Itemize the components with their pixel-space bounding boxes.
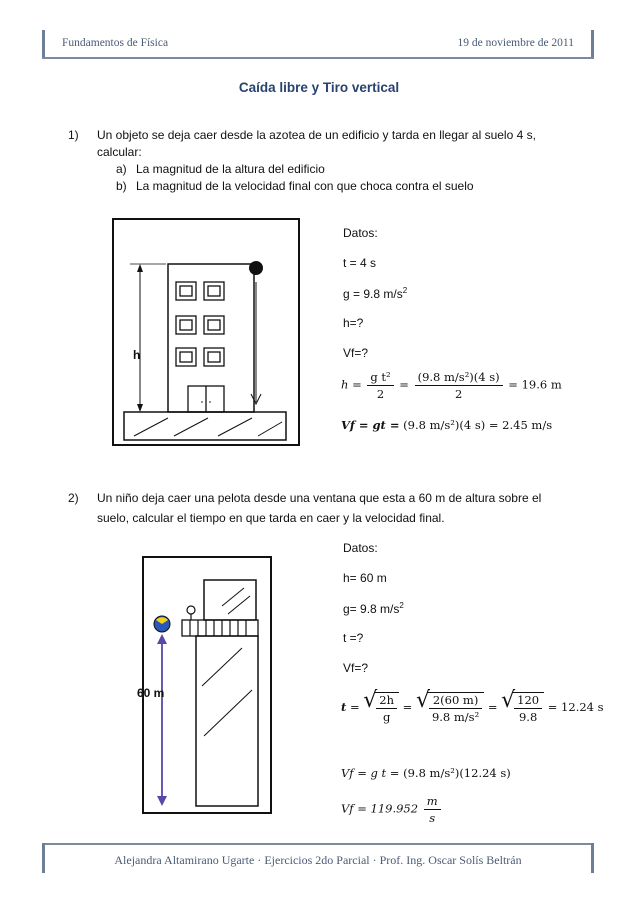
problem-2-text-line1: Un niño deja caer una pelota desde una ventana que esta a 60 m de altura sobre el xyxy=(97,491,542,505)
eq-h-num1: g t² xyxy=(367,370,393,386)
eq-vf3-lhs: Vf = 119.952 xyxy=(341,801,419,816)
eq-h-den2: 2 xyxy=(454,387,463,401)
footer-text: Alejandra Altamirano Ugarte · Ejercicios 2do Parcial · Prof. Ing. Oscar Solís Beltrán xyxy=(114,853,522,867)
eq-h-frac-2 xyxy=(415,370,503,401)
eq-t-n3: 120 xyxy=(514,693,542,709)
item-a-text: La magnitud de la altura del edificio xyxy=(136,162,325,176)
eq-t-result: = 12.24 s xyxy=(547,700,604,714)
door xyxy=(196,636,258,806)
item-b-text: La magnitud de la velocidad final con que choca contra el suelo xyxy=(136,179,474,193)
ground xyxy=(124,412,286,440)
equation-final-velocity-3 xyxy=(341,794,443,825)
datos2-t: t =? xyxy=(343,631,364,645)
datos2-heading: Datos: xyxy=(343,541,378,555)
page-title: Caída libre y Tiro vertical xyxy=(238,80,400,95)
footer-rule xyxy=(42,843,594,845)
problem-1-number: 1) xyxy=(68,128,79,142)
eq-t-d2: 9.8 m/s² xyxy=(431,710,480,724)
eq-h-num2: (9.8 m/s²)(4 s) xyxy=(415,370,503,386)
eq-h-result: = 19.6 m xyxy=(508,377,562,392)
datos-t: t = 4 s xyxy=(343,256,377,270)
datos-h: h=? xyxy=(343,316,364,330)
problem-1-text-line1: Un objeto se deja caer desde la azotea de un edificio y tarda en llegar al suelo 4 s, xyxy=(97,128,536,142)
height-label: h xyxy=(133,348,141,362)
datos-vf: Vf=? xyxy=(343,346,369,360)
sqrt-2: √ $\frac{2(60 m)}{\text{9.8 m/s²}}$ xyxy=(416,692,484,724)
datos-g-exp: 2 xyxy=(402,286,408,295)
problem-2-number: 2) xyxy=(68,491,79,505)
eq-t-n1: 2h xyxy=(376,693,397,709)
sqrt-3: √ $\frac{120}{9.8}$ xyxy=(501,692,544,724)
eq-vf2-rhs: (9.8 m/s²)(12.24 s) xyxy=(403,766,511,780)
page-footer xyxy=(42,843,594,873)
equation-height: h = $\frac{\text{g t²}}{2}$ = $\frac{\text{(9.8 m/s²)(4 s)}}{2}$ = 19.6 m xyxy=(341,370,562,401)
datos2-g-value: g= 9.8 m/s xyxy=(343,602,400,616)
eq-h-frac-1 xyxy=(367,370,393,401)
datos2-h: h= 60 m xyxy=(343,571,387,585)
datos-g xyxy=(343,286,407,301)
eq-t-n2: 2(60 m) xyxy=(429,693,482,709)
eq-t-lhs: t xyxy=(341,700,347,714)
equation-final-velocity-2 xyxy=(341,766,511,780)
building-figure xyxy=(112,218,302,448)
header-rule xyxy=(42,57,594,59)
equation-final-velocity-1 xyxy=(341,418,552,432)
child xyxy=(187,606,195,614)
ball xyxy=(249,261,263,275)
datos-g-value: g = 9.8 m/s xyxy=(343,287,403,301)
eq-vf-lhs: Vf = gt = xyxy=(341,418,400,432)
item-b-letter: b) xyxy=(116,179,127,193)
header-left-bar xyxy=(42,30,45,58)
page-header xyxy=(42,30,594,58)
problem-2-text-line2: suelo, calcular el tiempo en que tarda en caer y la velocidad final. xyxy=(97,511,445,525)
equation-time: t = √ $\frac{2h}{g}$ = √ $\frac{2(60 m)}{\text{9.8 m/s²}}$ = √ $\frac{120}{9.8}$ = 12.24 s xyxy=(341,688,604,724)
height-60m-label: 60 m xyxy=(137,686,165,700)
eq-t-d1: g xyxy=(382,710,391,724)
eq-vf3-num: m xyxy=(424,794,441,810)
header-right-bar xyxy=(591,30,594,58)
item-a-letter: a) xyxy=(116,162,127,176)
sqrt-1: √ $\frac{2h}{g}$ xyxy=(363,692,399,724)
datos2-g-exp: 2 xyxy=(399,601,404,610)
eq-h-lhs: h xyxy=(341,377,349,392)
eq-vf3-unit xyxy=(424,794,441,825)
eq-vf3-den: s xyxy=(429,811,436,825)
header-date: 19 de noviembre de 2011 xyxy=(457,37,574,49)
datos-heading: Datos: xyxy=(343,226,378,240)
eq-h-den1: 2 xyxy=(376,387,385,401)
problem-2-statement xyxy=(68,490,588,530)
balcony-railing xyxy=(182,620,258,636)
eq-t-d3: 9.8 xyxy=(518,710,538,724)
eq-vf2-lhs: Vf = g t = xyxy=(341,766,400,780)
datos2-g xyxy=(343,601,404,616)
problem-1-text-line2: calcular: xyxy=(97,145,142,159)
header-course: Fundamentos de Física xyxy=(62,37,169,49)
eq-vf-rhs: (9.8 m/s²)(4 s) = 2.45 m/s xyxy=(403,418,553,432)
datos2-vf: Vf=? xyxy=(343,661,369,675)
